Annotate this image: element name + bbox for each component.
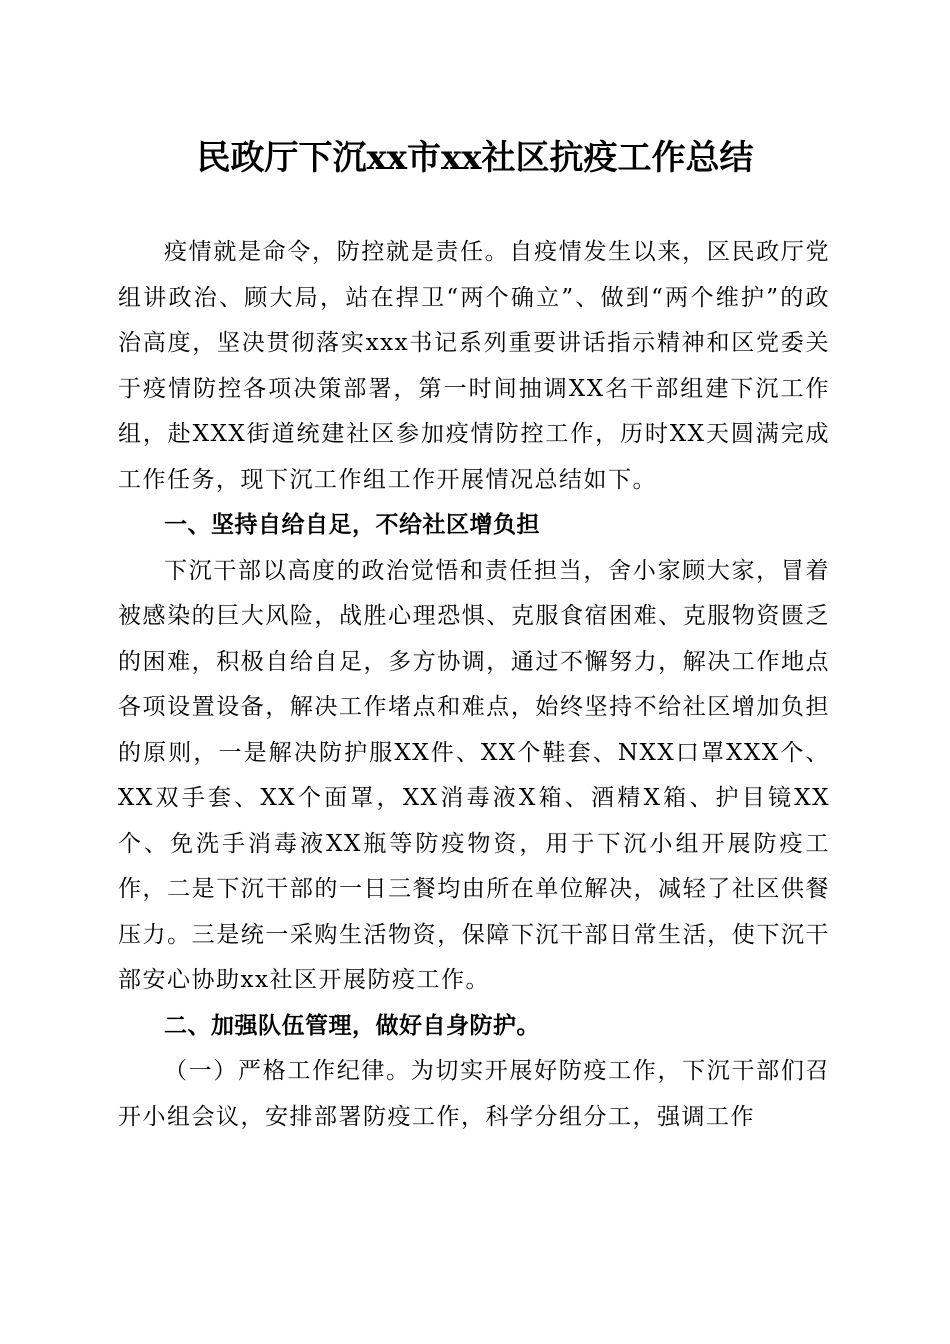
section-1-paragraph: 下沉干部以高度的政治觉悟和责任担当，舍小家顾大家，冒着被感染的巨大风险，战胜心理恐惧、克服食宿困难、克服物资匮乏的困难，积极自给自足，多方协调，通过不懈努力，解决工作地点各项设置设备，解决工作堵点和难点，始终坚持不给社区增加负担的原则，一是解决防护服XX件、XX个鞋套、NXX口罩XXX个、XX双手套、XX个面罩，XX消毒液X箱、酒精X箱、护目镜XX个、免洗手消毒液XX瓶等防疫物资，用于下沉小组开展防疫工作，二是下沉干部的一日三餐均由所在单位解决，减轻了社区供餐压力。三是统一采购生活物资，保障下沉干部日常生活，使下沉干部安心协助xx社区开展防疫工作。: [118, 557, 830, 993]
section-2-sub-1-text: 为切实开展好防疫工作，下沉干部们召开小组会议，安排部署防疫工作，科学分组分工，强调工作: [118, 1058, 831, 1130]
intro-paragraph: 疫情就是命令，防控就是责任。自疫情发生以来，区民政厅党组讲政治、顾大局，站在捍卫“两个确立”、做到“两个维护”的政治高度，坚决贯彻落实xxx书记系列重要讲话指示精神和区党委关于疫情防控各项决策部署，第一时间抽调XX名干部组建下沉工作组，赴XXX街道统建社区参加疫情防控工作，历时XX天圆满完成工作任务，现下沉工作组工作开展情况总结如下。: [118, 239, 830, 493]
section-2-heading: 二、加强队伍管理，做好自身防护。: [164, 1012, 540, 1039]
document-body: [118, 230, 830, 1140]
section-1-heading: 一、坚持自给自足，不给社区增负担: [164, 512, 540, 538]
document-title: 民政厅下沉xx市xx社区抗疫工作总结: [196, 138, 754, 178]
section-2-sub-1-heading: （一）严格工作纪律。: [164, 1058, 411, 1084]
section-2-sub-1-paragraph: [118, 1049, 830, 1140]
